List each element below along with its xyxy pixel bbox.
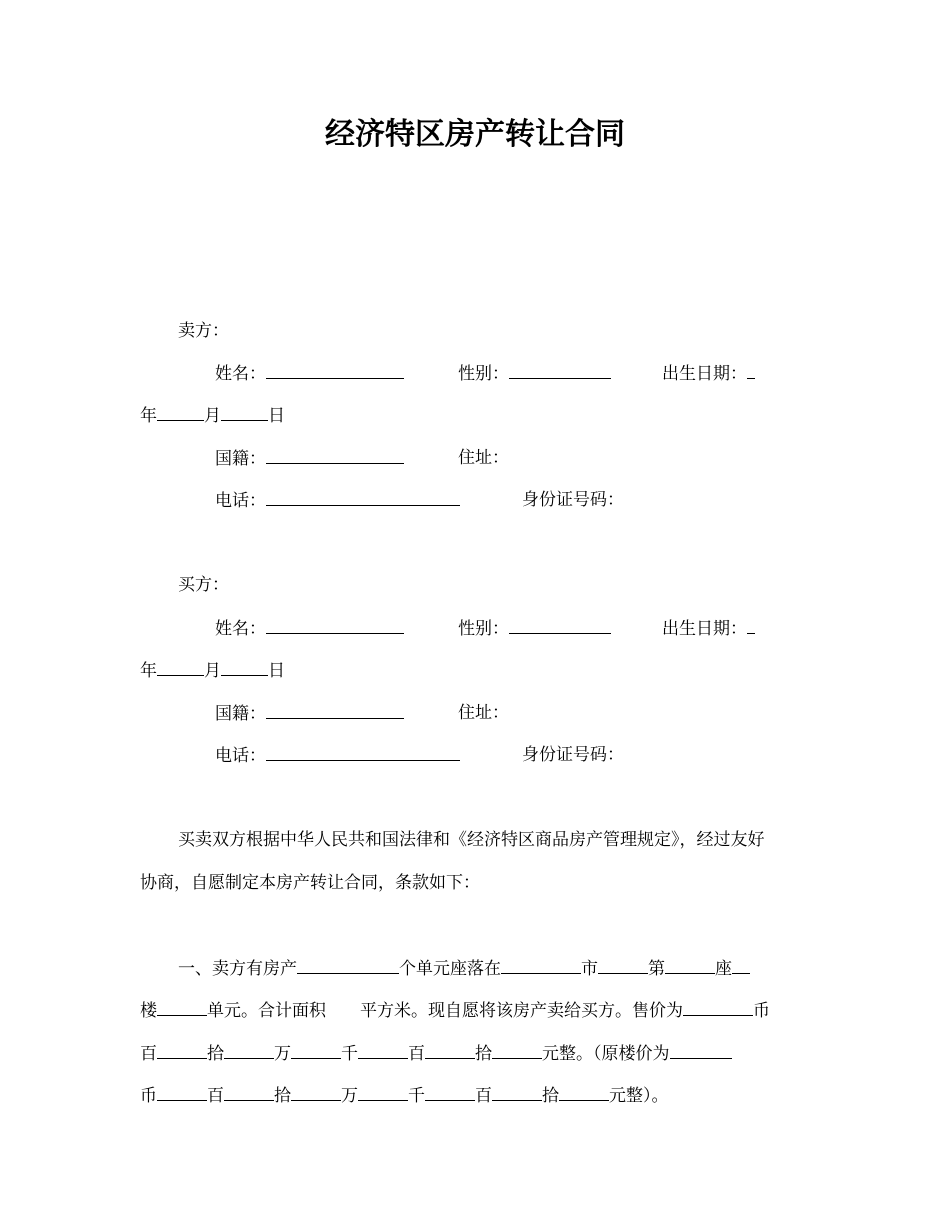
units-field[interactable] xyxy=(297,956,399,974)
buyer-heading: 买方： xyxy=(178,575,229,595)
buyer-phone-field[interactable] xyxy=(266,743,460,761)
amount-field[interactable] xyxy=(492,1083,542,1101)
buyer-day-field[interactable] xyxy=(221,658,268,676)
seller-address-label: 住址： xyxy=(458,448,509,468)
buyer-nationality-field[interactable] xyxy=(266,701,404,719)
buyer-nationality-row xyxy=(215,701,404,726)
amount-field[interactable] xyxy=(358,1041,408,1059)
amount-field[interactable] xyxy=(492,1041,542,1059)
seller-phone-label: 电话： xyxy=(215,491,266,511)
block-field[interactable] xyxy=(665,956,715,974)
buyer-birth-label: 出生日期： xyxy=(662,619,747,639)
buyer-birth-date-row xyxy=(140,658,285,683)
buyer-year-label: 年 xyxy=(140,661,157,681)
intro-line-2: 协商，自愿制定本房产转让合同，条款如下： xyxy=(140,873,480,893)
clause-text: 千 xyxy=(408,1086,425,1106)
clause-text: 单元。合计面积 xyxy=(207,1001,326,1021)
seller-birth-field[interactable] xyxy=(747,361,755,379)
seller-name-label: 姓名： xyxy=(215,364,266,384)
amount-field[interactable] xyxy=(425,1041,475,1059)
amount-field[interactable] xyxy=(559,1083,609,1101)
clause-text: 百 xyxy=(140,1044,157,1064)
buyer-day-label: 日 xyxy=(268,661,285,681)
buyer-name-row xyxy=(215,616,404,641)
seller-id-label: 身份证号码： xyxy=(522,490,624,510)
clause-text: 楼 xyxy=(140,1001,157,1021)
clause1-line-1 xyxy=(178,956,750,981)
document-title: 经济特区房产转让合同 xyxy=(325,117,625,152)
buyer-gender-field[interactable] xyxy=(509,616,611,634)
clause-text: 元整）。 xyxy=(609,1086,669,1106)
amount-field[interactable] xyxy=(224,1041,274,1059)
seller-nationality-row xyxy=(215,446,404,471)
clause-text: 百 xyxy=(207,1086,224,1106)
amount-field[interactable] xyxy=(157,1083,207,1101)
buyer-name-field[interactable] xyxy=(266,616,404,634)
amount-field[interactable] xyxy=(224,1083,274,1101)
seller-birth-label: 出生日期： xyxy=(662,364,747,384)
clause-text: 拾 xyxy=(475,1044,492,1064)
seller-gender-field[interactable] xyxy=(509,361,611,379)
seller-phone-field[interactable] xyxy=(266,488,460,506)
clause-text: 万 xyxy=(341,1086,358,1106)
buyer-nationality-label: 国籍： xyxy=(215,704,266,724)
buyer-gender-row xyxy=(458,616,611,641)
buyer-birth-field[interactable] xyxy=(747,616,755,634)
buyer-address-label: 住址： xyxy=(458,703,509,723)
clause-text: 一、卖方有房产 xyxy=(178,959,297,979)
original-currency-field[interactable] xyxy=(670,1041,732,1059)
seller-day-field[interactable] xyxy=(221,403,268,421)
amount-field[interactable] xyxy=(291,1041,341,1059)
clause-text: 拾 xyxy=(274,1086,291,1106)
seller-year-label: 年 xyxy=(140,406,157,426)
unit-field[interactable] xyxy=(157,998,207,1016)
buyer-gender-label: 性别： xyxy=(458,619,509,639)
clause-text: 拾 xyxy=(207,1044,224,1064)
seller-day-label: 日 xyxy=(268,406,285,426)
clause-text: 市 xyxy=(581,959,598,979)
buyer-birth-row xyxy=(662,616,755,641)
seller-gender-label: 性别： xyxy=(458,364,509,384)
buyer-name-label: 姓名： xyxy=(215,619,266,639)
seller-phone-row xyxy=(215,488,460,513)
floor-field[interactable] xyxy=(732,956,750,974)
seller-month-field[interactable] xyxy=(157,403,204,421)
clause-text: 拾 xyxy=(542,1086,559,1106)
clause-text: 座 xyxy=(715,959,732,979)
seller-nationality-label: 国籍： xyxy=(215,449,266,469)
buyer-month-label: 月 xyxy=(204,661,221,681)
clause-text: 千 xyxy=(341,1044,358,1064)
clause-text: 个单元座落在 xyxy=(399,959,501,979)
clause-text: 平方米。现自愿将该房产卖给买方。售价为 xyxy=(360,1001,683,1021)
currency-field[interactable] xyxy=(683,998,753,1016)
buyer-id-label: 身份证号码： xyxy=(522,745,624,765)
seller-name-field[interactable] xyxy=(266,361,404,379)
district-field[interactable] xyxy=(598,956,648,974)
clause1-line-3 xyxy=(140,1041,732,1066)
buyer-phone-label: 电话： xyxy=(215,746,266,766)
seller-birth-date-row xyxy=(140,403,285,428)
clause-text: 百 xyxy=(408,1044,425,1064)
clause-text: 第 xyxy=(648,959,665,979)
seller-heading: 卖方： xyxy=(178,321,229,341)
clause-text: 币 xyxy=(140,1086,157,1106)
clause-text: 元整。（原楼价为 xyxy=(542,1044,670,1064)
seller-month-label: 月 xyxy=(204,406,221,426)
clause1-line-2 xyxy=(140,998,770,1023)
amount-field[interactable] xyxy=(291,1083,341,1101)
city-field[interactable] xyxy=(501,956,581,974)
clause-text: 百 xyxy=(475,1086,492,1106)
amount-field[interactable] xyxy=(157,1041,207,1059)
clause-text: 币 xyxy=(753,1001,770,1021)
clause-text: 万 xyxy=(274,1044,291,1064)
amount-field[interactable] xyxy=(358,1083,408,1101)
buyer-month-field[interactable] xyxy=(157,658,204,676)
seller-nationality-field[interactable] xyxy=(266,446,404,464)
seller-birth-row xyxy=(662,361,755,386)
intro-line-1: 买卖双方根据中华人民共和国法律和《经济特区商品房产管理规定》，经过友好 xyxy=(178,830,765,850)
seller-name-row xyxy=(215,361,404,386)
buyer-phone-row xyxy=(215,743,460,768)
clause1-line-4 xyxy=(140,1083,669,1108)
amount-field[interactable] xyxy=(425,1083,475,1101)
seller-gender-row xyxy=(458,361,611,386)
